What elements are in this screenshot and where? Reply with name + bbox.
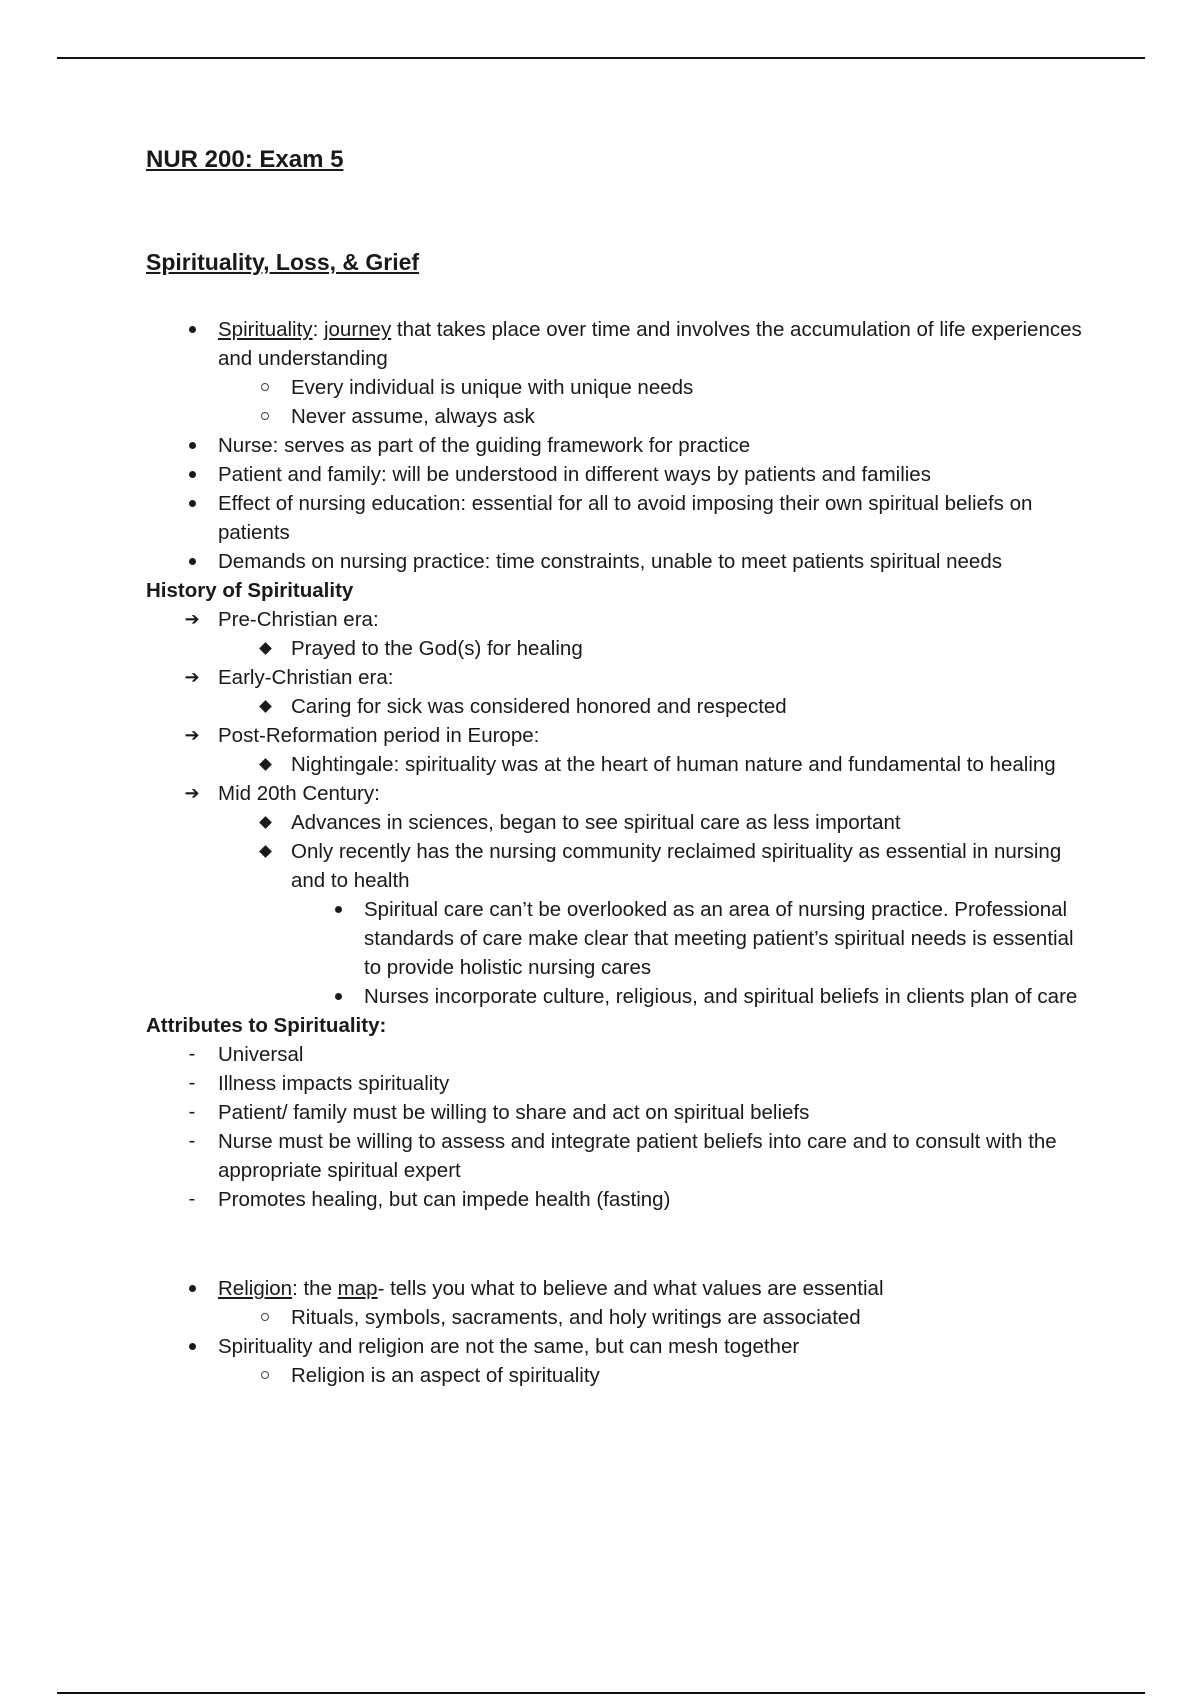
- list-item: [146, 895, 1096, 982]
- item-text: Spiritual care can’t be overlooked as an area of nursing practice. Professional standards of care make clear that meeting patient’s spiritual needs is essential to provide holistic nursing cares: [364, 898, 1074, 979]
- term-separator: :: [312, 318, 324, 341]
- bullet-dot-icon: [182, 431, 202, 460]
- attributes-list: [146, 1040, 1096, 1214]
- list-item: [146, 373, 1096, 402]
- bullet-diamond-icon: [255, 692, 275, 721]
- item-text: Illness impacts spirituality: [218, 1072, 450, 1095]
- list-item: [146, 808, 1096, 837]
- item-text: Universal: [218, 1043, 304, 1066]
- list-item: [146, 489, 1096, 547]
- list-item: [146, 460, 1096, 489]
- item-text: Pre-Christian era:: [218, 608, 379, 631]
- bullet-circle-icon: [255, 402, 275, 431]
- list-item-religion: [146, 1274, 1096, 1303]
- list-item-spirituality: [146, 315, 1096, 373]
- bottom-rule: [57, 1692, 1145, 1694]
- bullet-dash-icon: -: [188, 1043, 196, 1065]
- bullet-dash-icon: -: [188, 1072, 196, 1094]
- arrow-right-icon: ➔: [184, 667, 200, 687]
- item-text: Rituals, symbols, sacraments, and holy writings are associated: [291, 1306, 861, 1329]
- list-item: [146, 721, 1096, 750]
- bullet-dash-icon: -: [188, 1130, 196, 1152]
- list-item: [146, 1361, 1096, 1390]
- item-text: Promotes healing, but can impede health (fasting): [218, 1188, 671, 1211]
- bullet-dot-icon: [182, 547, 202, 576]
- term-map: map: [337, 1277, 378, 1300]
- item-text: Never assume, always ask: [291, 405, 535, 428]
- item-text: Patient and family: will be understood in different ways by patients and families: [218, 463, 931, 486]
- bullet-dot-icon: [182, 1332, 202, 1361]
- bullet-dot-icon: [328, 895, 348, 924]
- item-text: Nightingale: spirituality was at the heart of human nature and fundamental to healing: [291, 753, 1056, 776]
- list-item: [146, 1332, 1096, 1361]
- item-text: Prayed to the God(s) for healing: [291, 637, 583, 660]
- list-item: [146, 547, 1096, 576]
- list-item: [146, 402, 1096, 431]
- bullet-diamond-icon: [255, 634, 275, 663]
- list-item: [146, 1040, 1096, 1069]
- document-body: [146, 144, 1096, 1390]
- bullet-dot-icon: [182, 315, 202, 344]
- bullet-diamond-icon: [255, 808, 275, 837]
- list-item: [146, 1185, 1096, 1214]
- history-heading: History of Spirituality: [146, 579, 354, 602]
- arrow-right-icon: ➔: [184, 783, 200, 803]
- intro-list: [146, 315, 1096, 576]
- list-item: [146, 605, 1096, 634]
- arrow-right-icon: ➔: [184, 609, 200, 629]
- list-item: [146, 779, 1096, 808]
- term-spirituality: Spirituality: [218, 318, 313, 341]
- religion-list: [146, 1274, 1096, 1390]
- bullet-circle-icon: [255, 373, 275, 402]
- item-text: Early-Christian era:: [218, 666, 394, 689]
- document-title: NUR 200: Exam 5: [146, 146, 344, 173]
- item-text: Caring for sick was considered honored and respected: [291, 695, 787, 718]
- item-text: Every individual is unique with unique needs: [291, 376, 694, 399]
- list-item: [146, 692, 1096, 721]
- bullet-circle-icon: [255, 1361, 275, 1390]
- spacer: [146, 1214, 1096, 1274]
- attributes-heading: Attributes to Spirituality:: [146, 1014, 387, 1037]
- item-text: Post-Reformation period in Europe:: [218, 724, 540, 747]
- history-list: [146, 605, 1096, 1011]
- list-item: [146, 431, 1096, 460]
- item-text: Demands on nursing practice: time constraints, unable to meet patients spiritual needs: [218, 550, 1002, 573]
- list-item: [146, 750, 1096, 779]
- term-separator: : the: [292, 1277, 338, 1300]
- section-heading: Spirituality, Loss, & Grief: [146, 249, 420, 275]
- item-text: Spirituality and religion are not the same, but can mesh together: [218, 1335, 800, 1358]
- item-text: Mid 20th Century:: [218, 782, 380, 805]
- list-item: [146, 663, 1096, 692]
- definition-text: - tells you what to believe and what values are essential: [377, 1277, 884, 1300]
- list-item: [146, 1303, 1096, 1332]
- bullet-dot-icon: [328, 982, 348, 1011]
- bullet-dot-icon: [182, 489, 202, 518]
- item-text: Nurses incorporate culture, religious, and spiritual beliefs in clients plan of care: [364, 985, 1078, 1008]
- term-journey: journey: [323, 318, 392, 341]
- arrow-right-icon: ➔: [184, 725, 200, 745]
- item-text: Advances in sciences, began to see spiritual care as less important: [291, 811, 901, 834]
- bullet-dash-icon: -: [188, 1188, 196, 1210]
- list-item: [146, 1069, 1096, 1098]
- bullet-circle-icon: [255, 1303, 275, 1332]
- item-text: Nurse must be willing to assess and integrate patient beliefs into care and to consult with the appropriate spiritual expert: [218, 1130, 1057, 1182]
- list-item: [146, 1098, 1096, 1127]
- bullet-dot-icon: [182, 460, 202, 489]
- spacer: [146, 278, 1096, 315]
- item-text: Only recently has the nursing community reclaimed spirituality as essential in nursing and to health: [291, 840, 1062, 892]
- bullet-dash-icon: -: [188, 1101, 196, 1123]
- item-text: Patient/ family must be willing to share and act on spiritual beliefs: [218, 1101, 810, 1124]
- list-item: [146, 634, 1096, 663]
- list-item: [146, 837, 1096, 895]
- item-text: Nurse: serves as part of the guiding framework for practice: [218, 434, 751, 457]
- item-text: Effect of nursing education: essential for all to avoid imposing their own spiritual beliefs on patients: [218, 492, 1033, 544]
- bullet-diamond-icon: [255, 837, 275, 866]
- term-religion: Religion: [218, 1277, 293, 1300]
- definition-text: that takes place over time and involves the accumulation of life experiences and understanding: [218, 318, 1082, 370]
- bullet-diamond-icon: [255, 750, 275, 779]
- item-text: Religion is an aspect of spirituality: [291, 1364, 600, 1387]
- bullet-dot-icon: [182, 1274, 202, 1303]
- top-rule: [57, 57, 1145, 59]
- list-item: [146, 982, 1096, 1011]
- list-item: [146, 1127, 1096, 1185]
